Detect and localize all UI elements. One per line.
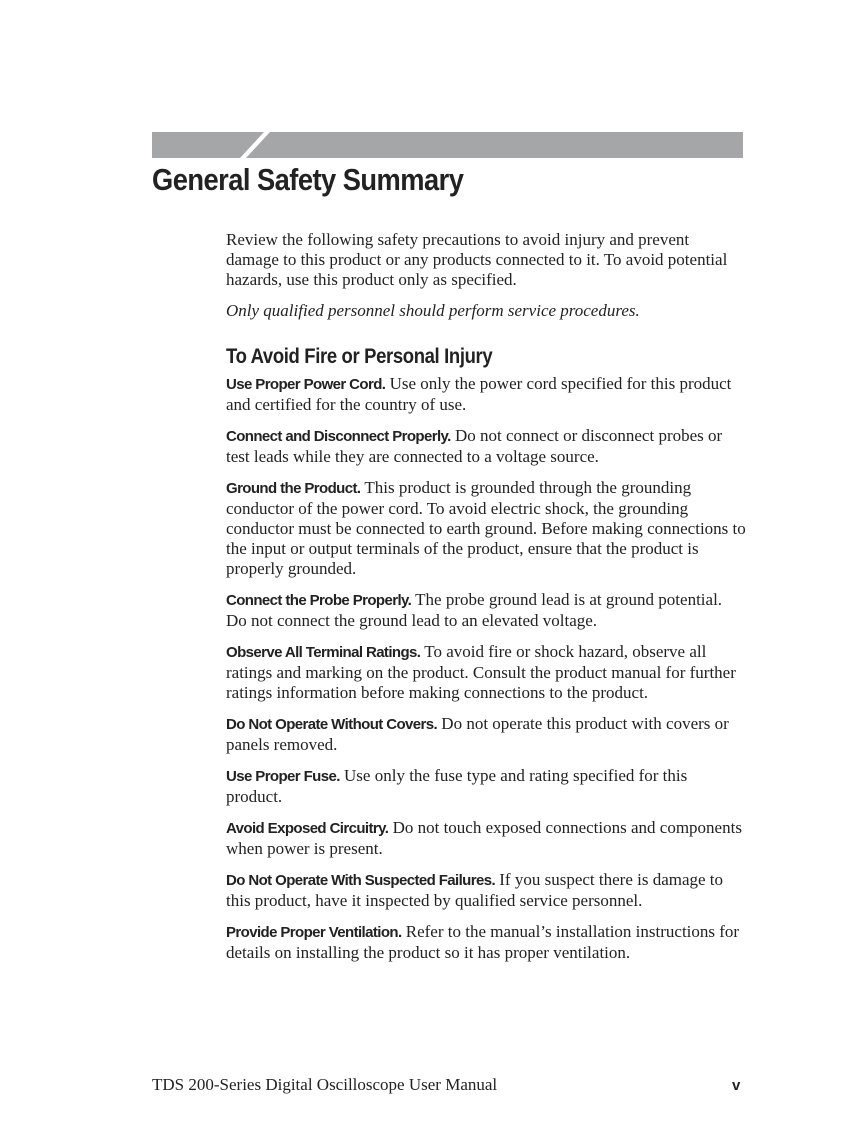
item-label: Do Not Operate Without Covers. xyxy=(226,716,438,733)
section-heading: To Avoid Fire or Personal Injury xyxy=(226,345,493,368)
item-label: Connect and Disconnect Properly. xyxy=(226,428,451,445)
safety-item-connect-disconnect xyxy=(226,426,746,467)
item-text: The probe ground lead is at ground potential. Do not connect the ground lead to an elevated voltage. xyxy=(226,590,723,630)
safety-item-covers xyxy=(226,714,746,755)
header-bar xyxy=(152,132,743,158)
page-number: v xyxy=(732,1077,741,1094)
qualified-personnel-note: Only qualified personnel should perform service procedures. xyxy=(226,301,640,320)
safety-item-power-cord xyxy=(226,374,746,415)
item-label: Avoid Exposed Circuitry. xyxy=(226,820,389,837)
safety-item-ventilation xyxy=(226,922,746,963)
item-text: Do not operate this product with covers or panels removed. xyxy=(226,714,729,754)
item-text: To avoid fire or shock hazard, observe all ratings and marking on the product. Consult the product manual for further ratings information before making connections to the product. xyxy=(226,642,736,702)
item-text: Refer to the manual’s installation instructions for details on installing the product so it has proper ventilation. xyxy=(226,922,740,962)
safety-item-exposed-circuitry xyxy=(226,818,746,859)
item-label: Provide Proper Ventilation. xyxy=(226,924,402,941)
safety-item-probe xyxy=(226,590,746,631)
intro-paragraph: Review the following safety precautions to avoid injury and prevent damage to this product or any products connected to it. To avoid potential hazards, use this product only as specified. xyxy=(226,230,728,289)
item-text: Use only the power cord specified for this product and certified for the country of use. xyxy=(226,374,732,414)
item-label: Connect the Probe Properly. xyxy=(226,592,412,609)
header-bar-left-segment xyxy=(152,132,264,158)
item-text: Do not connect or disconnect probes or test leads while they are connected to a voltage source. xyxy=(226,426,723,466)
item-text: Do not touch exposed connections and components when power is present. xyxy=(226,818,742,858)
page-title: General Safety Summary xyxy=(152,162,464,197)
header-bar-graphic xyxy=(152,132,743,158)
item-text: This product is grounded through the grounding conductor of the power cord. To avoid electric shock, the grounding conductor must be connected to earth ground. Before making connections to the input or output terminals of the product, ensure that the product is properly grounded. xyxy=(226,478,746,578)
header-bar-right-segment xyxy=(246,132,743,158)
item-label: Use Proper Power Cord. xyxy=(226,376,386,393)
item-text: Use only the fuse type and rating specified for this product. xyxy=(226,766,688,806)
safety-item-fuse xyxy=(226,766,746,807)
item-label: Observe All Terminal Ratings. xyxy=(226,644,421,661)
item-label: Do Not Operate With Suspected Failures. xyxy=(226,872,496,889)
item-label: Ground the Product. xyxy=(226,480,361,497)
safety-item-suspected-failures xyxy=(226,870,746,911)
item-label: Use Proper Fuse. xyxy=(226,768,340,785)
footer-manual-title: TDS 200-Series Digital Oscilloscope User Manual xyxy=(152,1075,498,1094)
safety-item-terminal-ratings xyxy=(226,642,746,703)
item-text: If you suspect there is damage to this product, have it inspected by qualified service personnel. xyxy=(226,870,724,910)
content-body xyxy=(226,230,746,974)
safety-item-ground-product xyxy=(226,478,746,579)
